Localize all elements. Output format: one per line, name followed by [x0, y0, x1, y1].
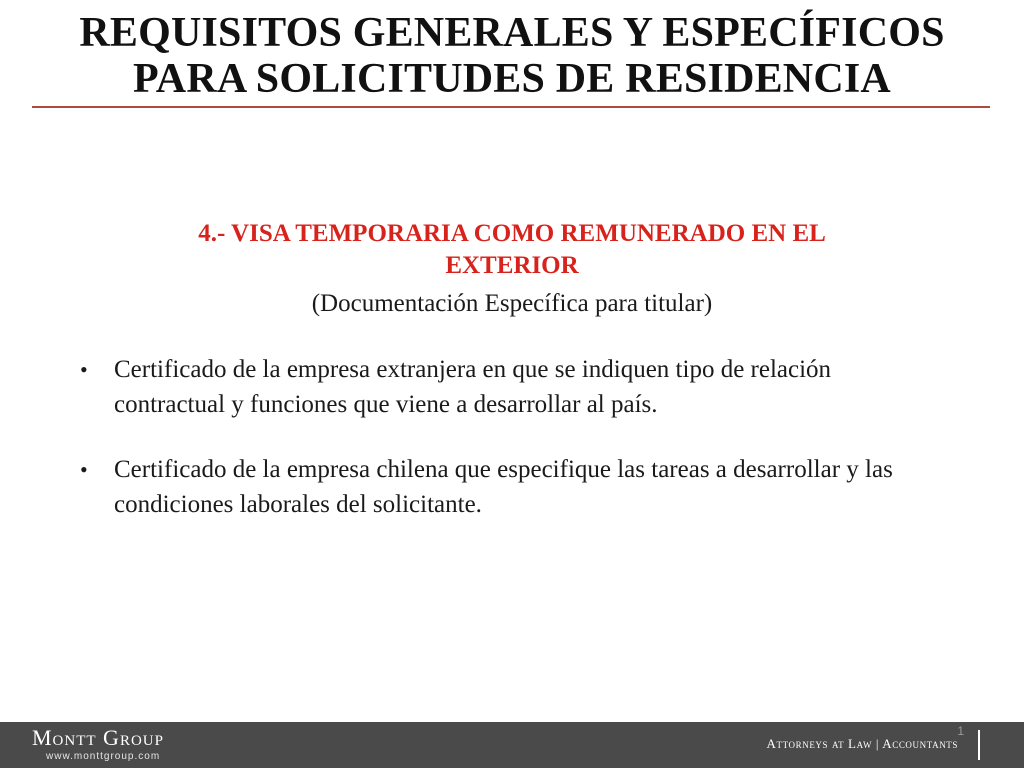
section-heading-line-2: EXTERIOR [445, 252, 579, 279]
list-item [80, 452, 910, 522]
footer-tagline: Attorneys at Law | Accountants [766, 736, 958, 751]
title-underline-divider [32, 106, 990, 108]
bullet-icon: • [80, 457, 88, 482]
footer-vertical-divider [978, 730, 980, 760]
list-item-text: Certificado de la empresa chilena que especifique las tareas a desarrollar y las condiciones laborales del solicitante. [114, 456, 893, 518]
section-subnote: (Documentación Específica para titular) [311, 290, 713, 317]
slide-footer [0, 722, 1024, 768]
page-number: 1 [957, 724, 964, 738]
slide-title-line-1: REQUISITOS GENERALES Y ESPECÍFICOS [79, 10, 945, 56]
section-heading [100, 218, 924, 282]
requirements-list [80, 352, 910, 552]
list-item [80, 352, 910, 422]
list-item-text: Certificado de la empresa extranjera en que se indiquen tipo de relación contractual y funciones que viene a desarrollar al país. [114, 356, 832, 418]
bullet-icon: • [80, 357, 88, 382]
website-url: www.monttgroup.com [46, 751, 161, 762]
slide-title-line-2: PARA SOLICITUDES DE RESIDENCIA [133, 56, 891, 102]
brand-logo-text: Montt Group [32, 725, 164, 750]
slide-title [20, 10, 1004, 102]
section-heading-line-1: 4.- VISA TEMPORARIA COMO REMUNERADO EN EL [198, 220, 826, 247]
